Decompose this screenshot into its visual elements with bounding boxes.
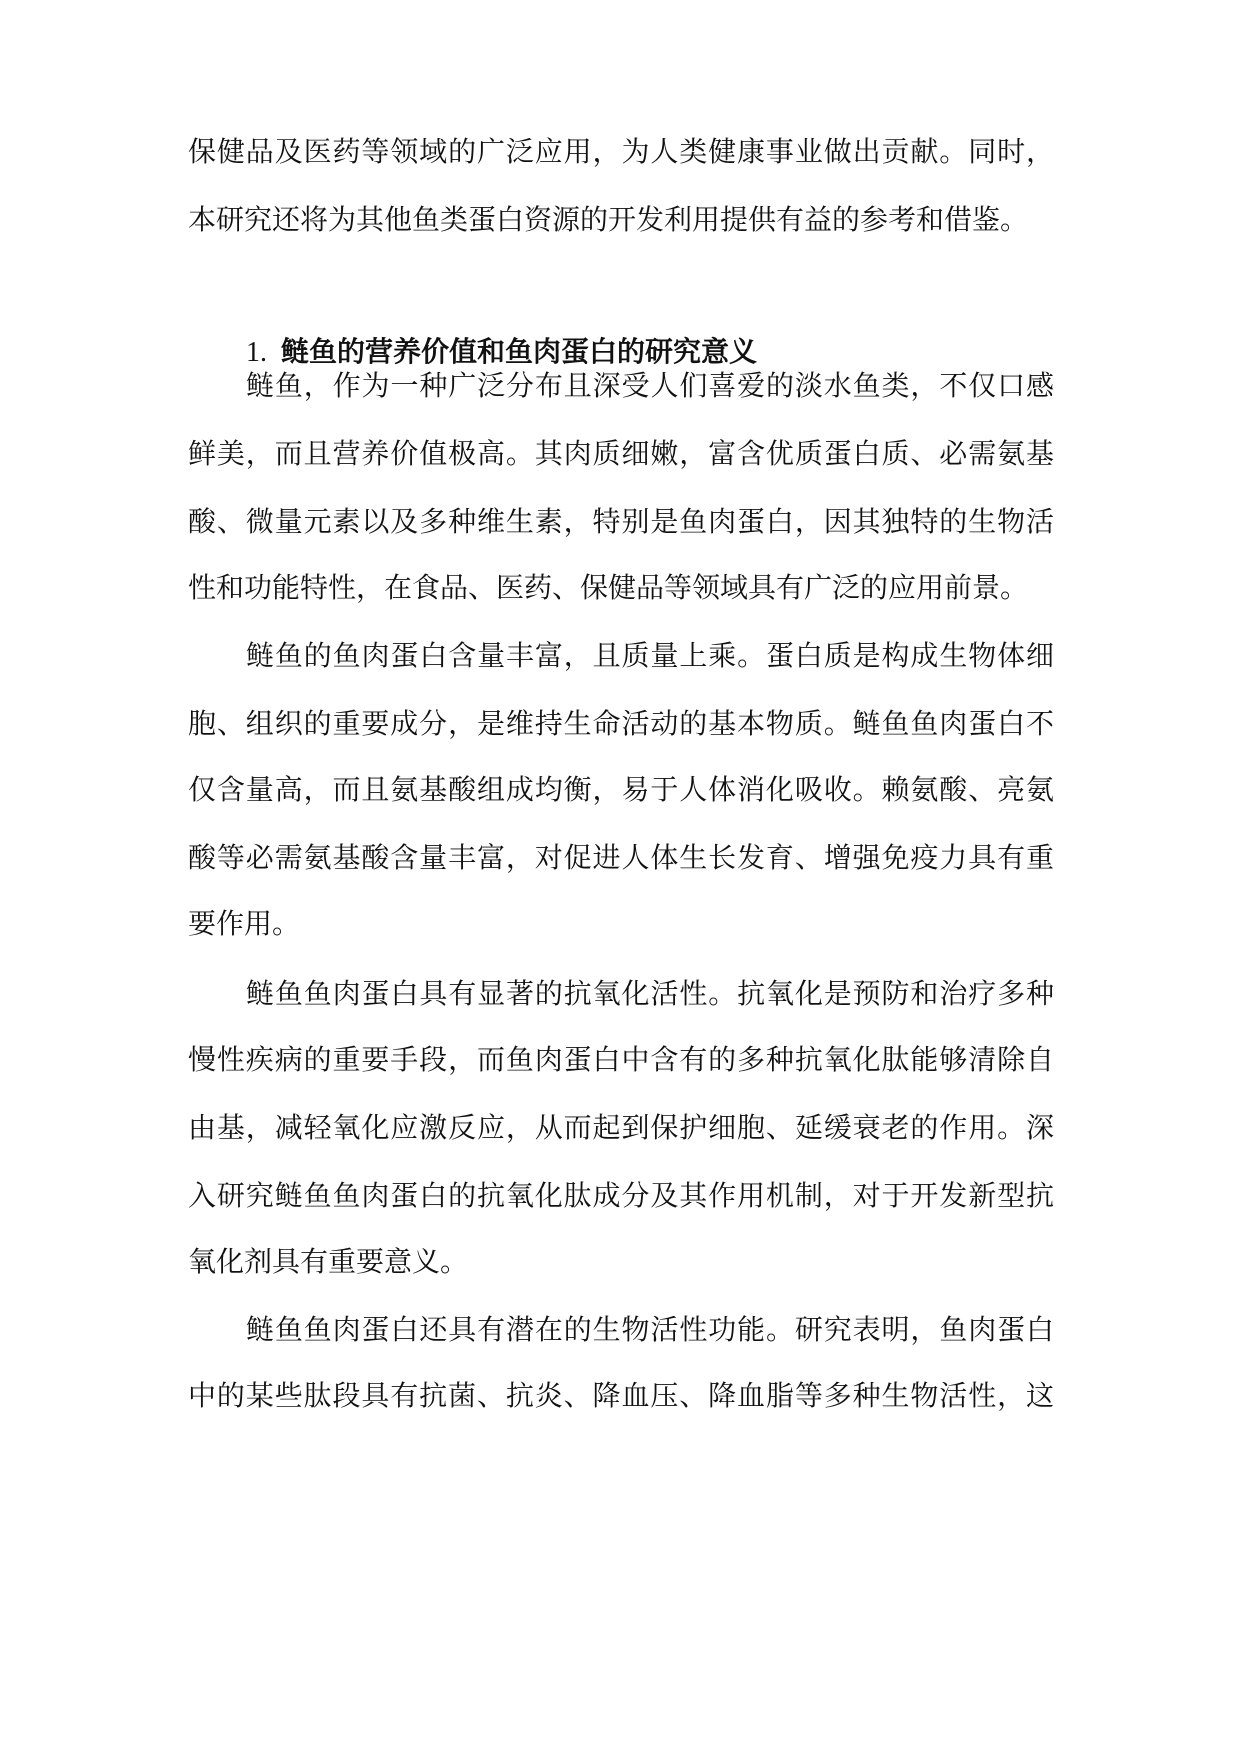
section-title: 鲢鱼的营养价值和鱼肉蛋白的研究意义 xyxy=(281,335,758,368)
paragraph-line: 中的某些肽段具有抗菌、抗炎、降血压、降血脂等多种生物活性，这 xyxy=(188,1379,1054,1412)
paragraph-line: 鲜美，而且营养价值极高。其肉质细嫩，富含优质蛋白质、必需氨基 xyxy=(188,437,1054,470)
paragraph-line: 由基，减轻氧化应激反应，从而起到保护细胞、延缓衰老的作用。深 xyxy=(188,1111,1054,1144)
paragraph-line: 仅含量高，而且氨基酸组成均衡，易于人体消化吸收。赖氨酸、亮氨 xyxy=(188,773,1054,806)
intro-line: 保健品及医药等领域的广泛应用，为人类健康事业做出贡献。同时， xyxy=(188,135,1054,168)
paragraph-line: 鲢鱼的鱼肉蛋白含量丰富，且质量上乘。蛋白质是构成生物体细 xyxy=(246,639,1054,672)
paragraph-line: 鲢鱼鱼肉蛋白具有显著的抗氧化活性。抗氧化是预防和治疗多种 xyxy=(246,977,1054,1010)
paragraph-line: 要作用。 xyxy=(188,907,301,940)
paragraph-line: 入研究鲢鱼鱼肉蛋白的抗氧化肽成分及其作用机制，对于开发新型抗 xyxy=(188,1179,1054,1212)
paragraph-line: 酸等必需氨基酸含量丰富，对促进人体生长发育、增强免疫力具有重 xyxy=(188,841,1054,874)
paragraph-line: 鲢鱼鱼肉蛋白还具有潜在的生物活性功能。研究表明，鱼肉蛋白 xyxy=(246,1313,1054,1346)
section-number: 1. xyxy=(246,337,267,368)
paragraph-line: 胞、组织的重要成分，是维持生命活动的基本物质。鲢鱼鱼肉蛋白不 xyxy=(188,707,1054,740)
paragraph-line: 慢性疾病的重要手段，而鱼肉蛋白中含有的多种抗氧化肽能够清除自 xyxy=(188,1043,1054,1076)
paragraph-line: 鲢鱼，作为一种广泛分布且深受人们喜爱的淡水鱼类，不仅口感 xyxy=(246,369,1054,402)
intro-line: 本研究还将为其他鱼类蛋白资源的开发利用提供有益的参考和借鉴。 xyxy=(188,203,1029,236)
paragraph-line: 酸、微量元素以及多种维生素，特别是鱼肉蛋白，因其独特的生物活 xyxy=(188,505,1054,538)
paragraph-line: 氧化剂具有重要意义。 xyxy=(188,1245,469,1278)
paragraph-line: 性和功能特性，在食品、医药、保健品等领域具有广泛的应用前景。 xyxy=(188,571,1029,604)
